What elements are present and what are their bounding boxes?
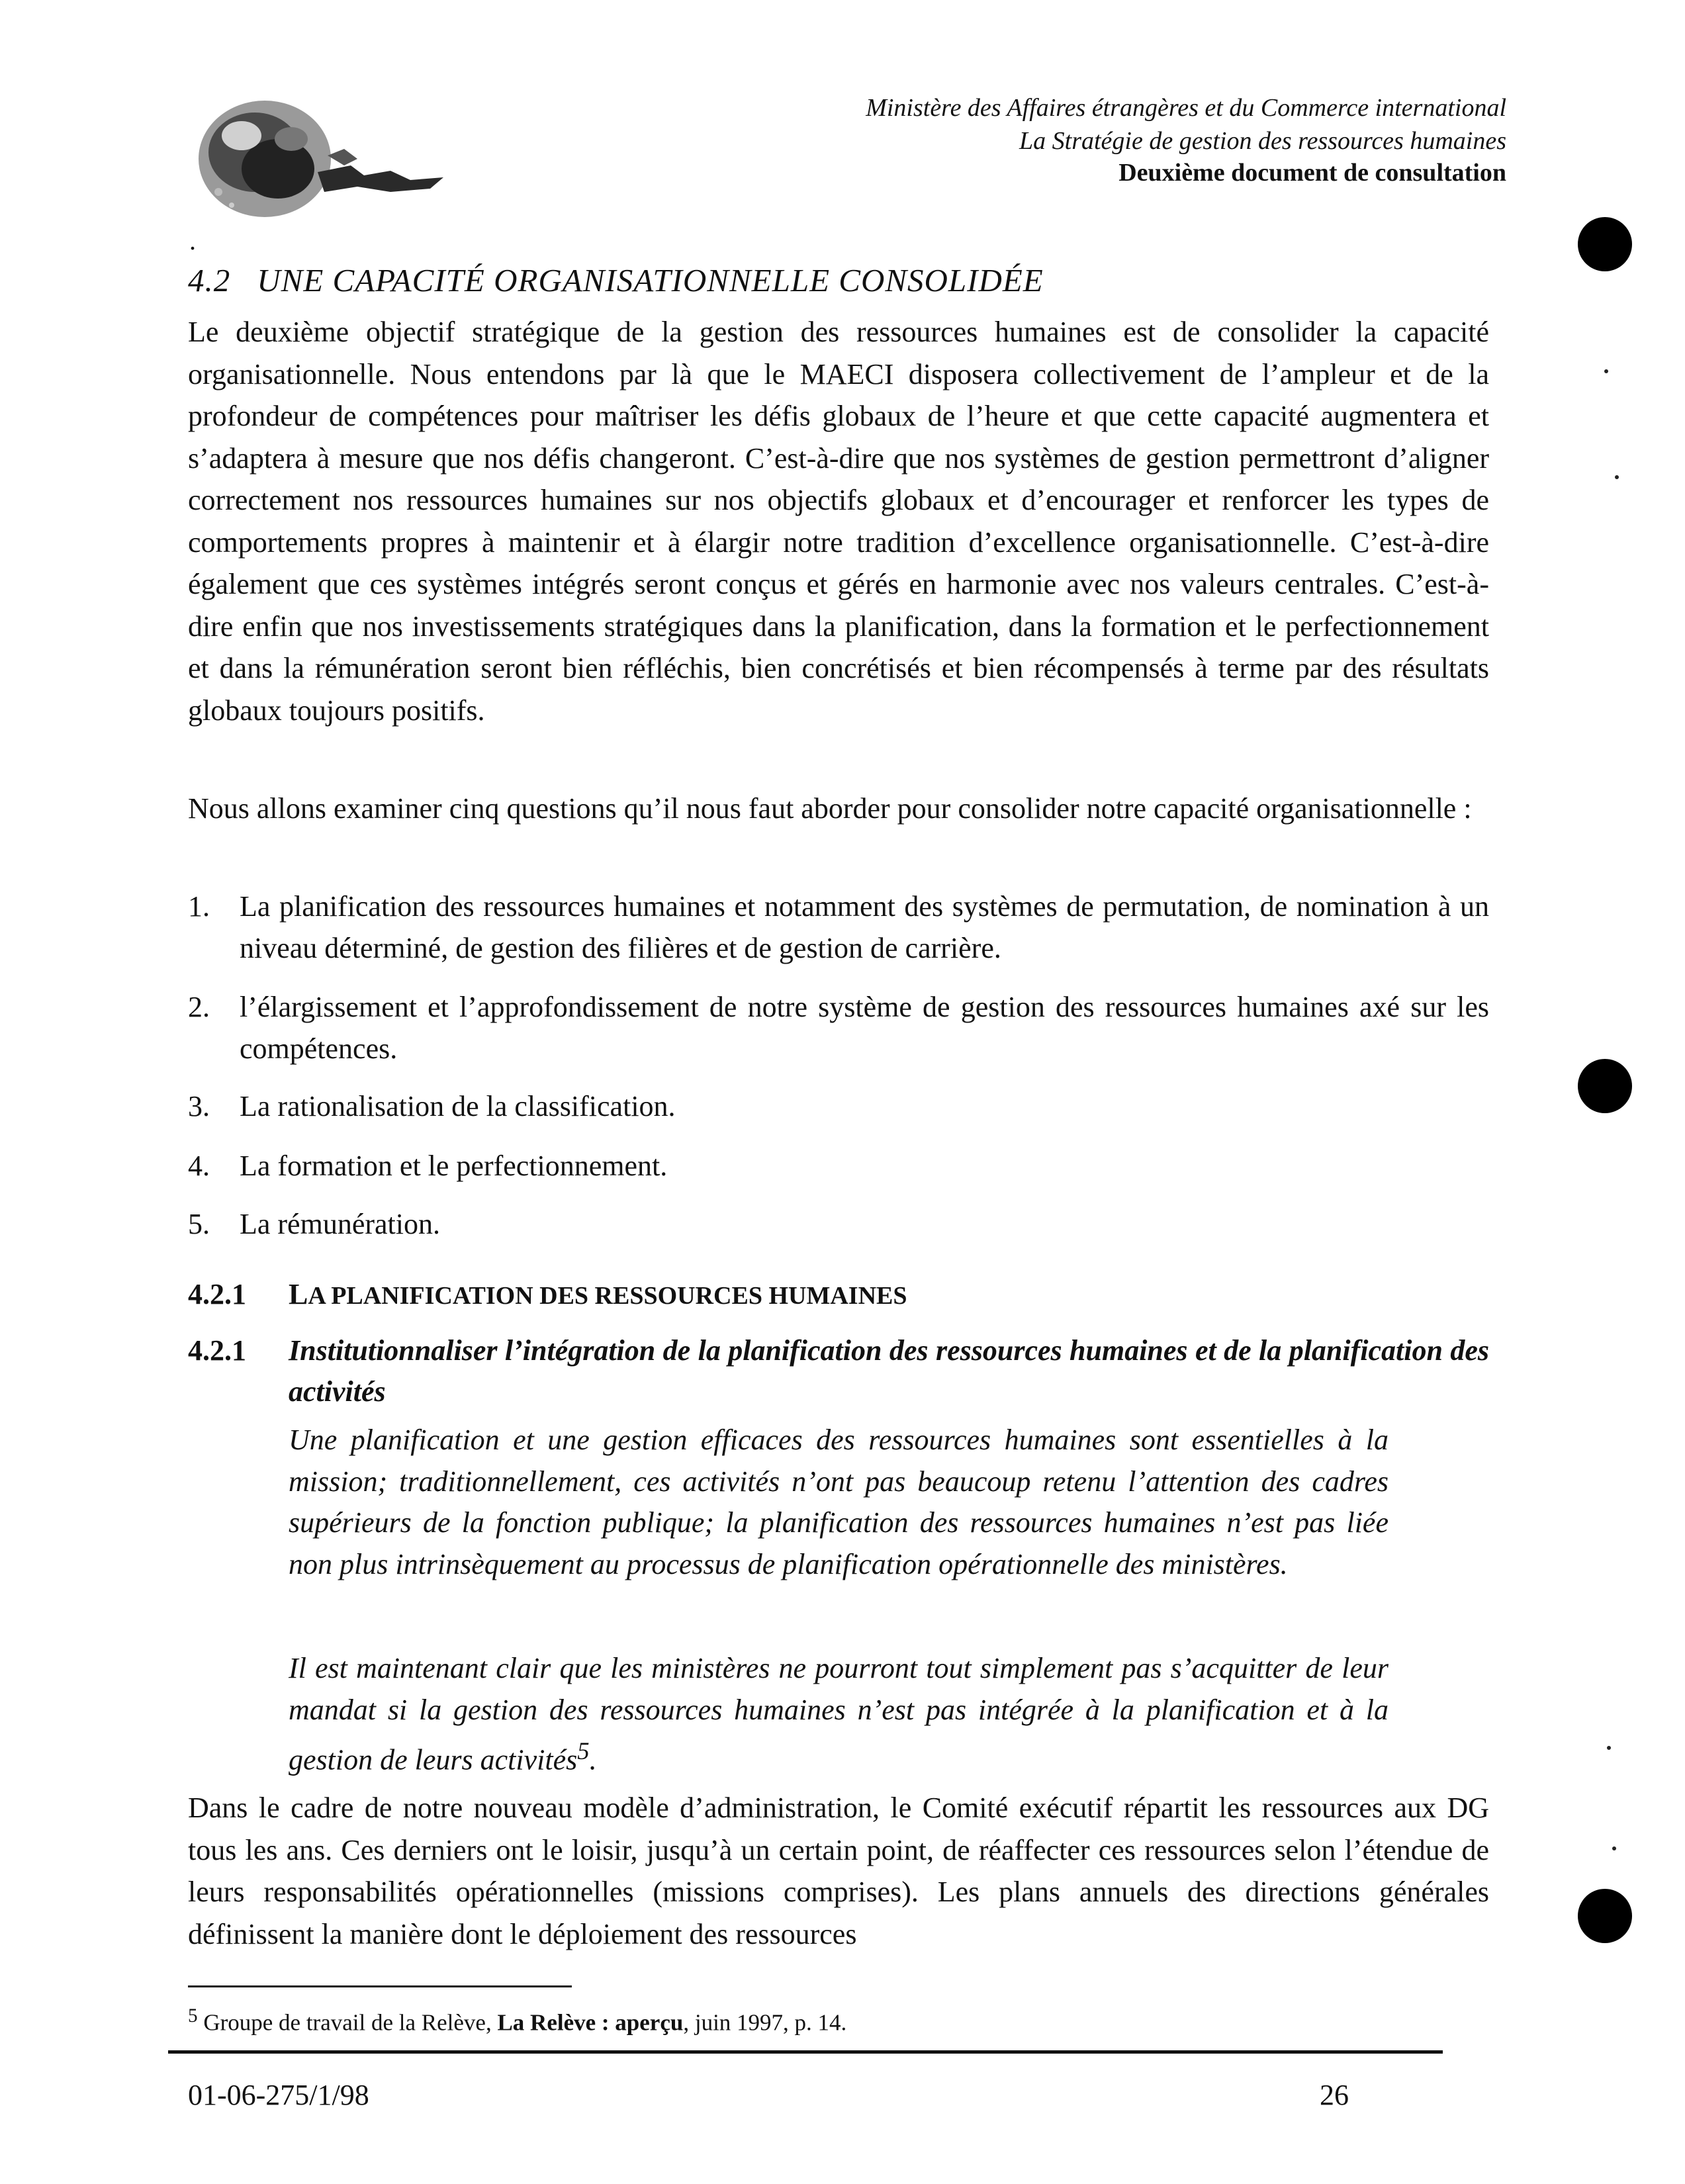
quote-text: Il est maintenant clair que les ministères ne pourront tout simplement pas s’acquitter de leur mandat si la gestion des ressources humaines n’est pas intégrée à la planification et à la gestion de leurs activités [289,1652,1389,1776]
margin-speck [1612,1846,1616,1850]
list-text: La planification des ressources humaines et notamment des systèmes de permutation, de nomination à un niveau déterminé, de gestion des filières et de gestion de carrière. [240,890,1489,964]
footer-rule [168,2050,1443,2054]
footnote-mark: 5 [188,2005,198,2026]
subsubsection-number: 4.2.1 [188,1334,246,1367]
list-text: La formation et le perfectionnement. [240,1150,668,1182]
stray-dot: . [189,226,196,255]
list-item [188,886,1489,969]
paragraph-intro: Le deuxième objectif stratégique de la gestion des ressources humaines est de consolider la capacité organisationnelle. Nous entendons par là que le MAECI disposera collectivement de l’ampleur et de la profondeur de compétences pour maîtriser les défis globaux de l’heure et que cette capacité augmentera et s’adaptera à mesure que nos défis changeront. C’est-à-dire que nos systèmes de gestion permettront d’aligner correctement nos ressources humaines sur nos objectifs globaux et d’encourager et renforcer les types de comportements propres à maintenir et à élargir notre tradition d’excellence organisationnelle. C’est-à-dire également que ces systèmes intégrés seront conçus et gérés en harmonie avec nos valeurs centrales. C’est-à-dire enfin que nos investissements stratégiques dans la planification, dans la formation et le perfectionnement et dans la rémunération seront bien réfléchis, bien concrétisés et bien récompensés à terme par des résultats globaux toujours positifs. [188,316,1489,727]
header-ministry: Ministère des Affaires étrangères et du Commerce international [866,94,1506,122]
list-number: 3. [188,1090,210,1122]
paragraph-questions: Nous allons examiner cinq questions qu’il nous faut aborder pour consolider notre capacité organisationnelle : [188,792,1472,825]
margin-speck [1607,1746,1611,1750]
subsubsection-heading [188,1330,1489,1412]
subsection-number: 4.2.1 [188,1278,246,1310]
subsection-heading [188,1277,907,1311]
footnote [188,2005,846,2036]
list-item [188,1085,1489,1127]
ministry-globe-logo [192,93,457,225]
quote-paragraph-2: Il est maintenant clair que les ministères ne pourront tout simplement pas s’acquitter de leur mandat si la gestion des ressources humaines n’est pas intégrée à la planification et à la gestion de leurs activités$^5$. [289,1652,1389,1776]
list-text: La rationalisation de la classification. [240,1090,676,1122]
list-number: 2. [188,991,210,1023]
list-item [188,1203,1489,1245]
section-number: 4.2 [188,262,231,298]
margin-speck [1604,369,1608,373]
section-heading [188,261,1044,299]
list-number: 1. [188,890,210,923]
footnote-title: La Relève : aperçu [497,2009,684,2036]
list-text: La rémunération. [240,1208,440,1240]
list-number: 4. [188,1150,210,1182]
list-number: 5. [188,1208,210,1240]
binder-hole-bottom [1578,1889,1632,1943]
section-title: UNE CAPACITÉ ORGANISATIONNELLE CONSOLIDÉE [257,262,1044,298]
header-document: Deuxième document de consultation [1118,159,1506,187]
list-text: l’élargissement et l’approfondissement de notre système de gestion des ressources humaines axé sur les compétences. [240,991,1489,1065]
margin-speck [1615,475,1619,479]
document-number: 01-06-275/1/98 [188,2079,369,2111]
footnote-reference: 5 [577,1737,590,1764]
binder-hole-middle [1578,1059,1632,1113]
quote-paragraph-1: Une planification et une gestion efficaces des ressources humaines sont essentielles à la mission; traditionnellement, ces activités n’ont pas beaucoup retenu l’attention des cadres supérieurs de la fonction publique; la planification des ressources humaines n’est pas liée non plus intrinsèquement au processus de planification opérationnelle des ministères. [289,1424,1389,1580]
header-strategy: La Stratégie de gestion des ressources humaines [1019,127,1506,155]
page-number: 26 [1320,2079,1349,2111]
subsection-title: A PLANIFICATION DES RESSOURCES HUMAINES [308,1282,907,1310]
list-item [188,986,1489,1069]
footnote-rule [188,1985,572,1987]
subsection-initial: L [289,1278,308,1310]
paragraph-administration: Dans le cadre de notre nouveau modèle d’administration, le Comité exécutif répartit les ressources aux DG tous les ans. Ces derniers ont le loisir, jusqu’à un certain point, de réaffecter ces ressources selon l’étendue de leurs responsabilités opérationnelles (missions comprises). Les plans annuels des directions générales définissent la manière dont le déploiement des ressources [188,1792,1489,1950]
footnote-text-after: , juin 1997, p. 14. [683,2009,847,2036]
subsubsection-title: Institutionnaliser l’intégration de la planification des ressources humaines et de la planification des activités [289,1334,1489,1408]
binder-hole-top [1578,217,1632,271]
footnote-text-before: Groupe de travail de la Relève, [203,2009,498,2036]
list-item [188,1145,1489,1187]
